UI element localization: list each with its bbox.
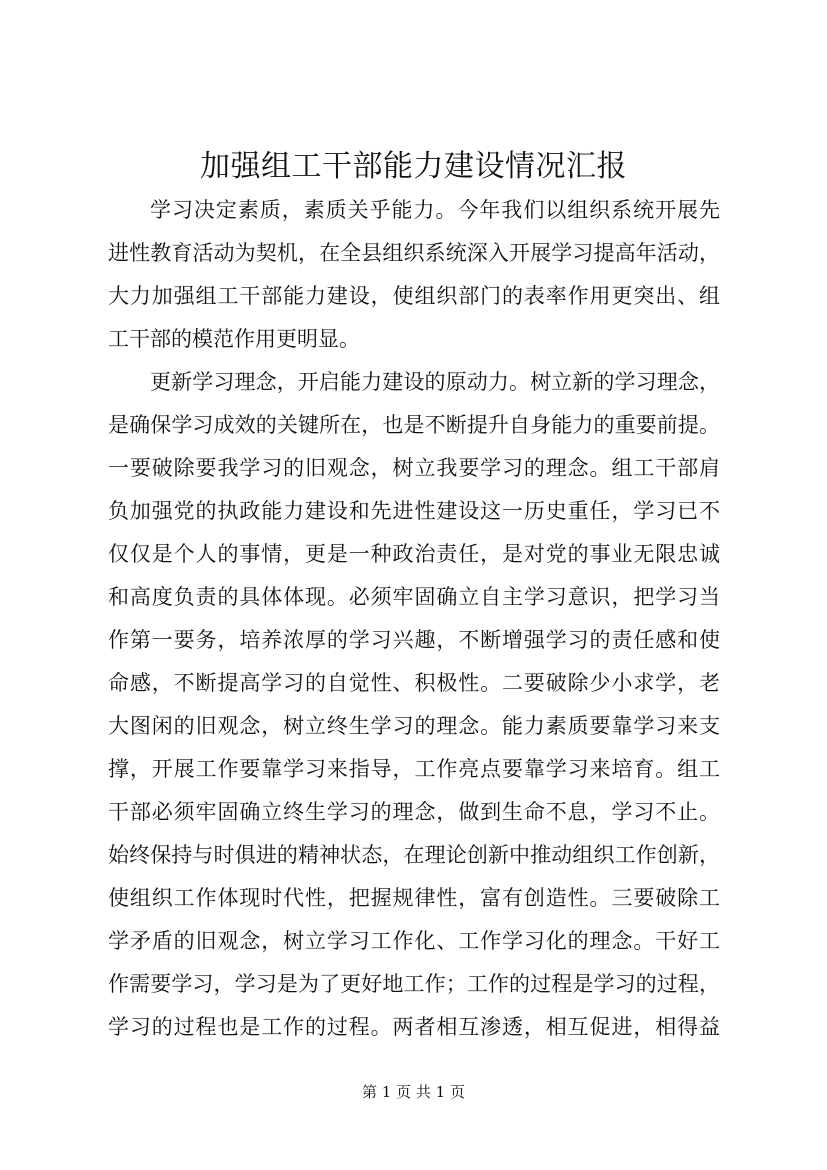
body-line: 工干部的模范作用更明显。 [108, 327, 360, 351]
body-line: 作第一要务，培养浓厚的学习兴趣，不断增强学习的责任感和使 [108, 628, 720, 652]
body-line: 一要破除要我学习的旧观念，树立我要学习的理念。组工干部肩 [108, 456, 720, 480]
body-line: 负加强党的执政能力建设和先进性建设这一历史重任，学习已不 [108, 499, 720, 523]
body-line: 是确保学习成效的关键所在，也是不断提升自身能力的重要前提。 [108, 413, 720, 437]
body-line: 仅仅是个人的事情，更是一种政治责任，是对党的事业无限忠诚 [108, 542, 720, 566]
body-line: 命感，不断提高学习的自觉性、积极性。二要破除少小求学，老 [108, 671, 720, 695]
body-line: 学习决定素质，素质关乎能力。今年我们以组织系统开展先 [150, 198, 720, 222]
body-line: 大图闲的旧观念，树立终生学习的理念。能力素质要靠学习来支 [108, 714, 720, 738]
body-line: 进性教育活动为契机，在全县组织系统深入开展学习提高年活动， [108, 241, 720, 265]
body-line: 始终保持与时俱进的精神状态，在理论创新中推动组织工作创新， [108, 843, 720, 867]
body-line: 学矛盾的旧观念，树立学习工作化、工作学习化的理念。干好工 [108, 929, 720, 953]
document-title: 加强组工干部能力建设情况汇报 [200, 149, 627, 184]
body-line: 使组织工作体现时代性，把握规律性，富有创造性。三要破除工 [108, 886, 720, 910]
body-line: 撑，开展工作要靠学习来指导，工作亮点要靠学习来培育。组工 [108, 757, 720, 781]
body-line: 作需要学习，学习是为了更好地工作；工作的过程是学习的过程， [108, 972, 720, 996]
body-line: 学习的过程也是工作的过程。两者相互渗透，相互促进，相得益 [108, 1015, 720, 1039]
body-line: 干部必须牢固确立终生学习的理念，做到生命不息，学习不止。 [108, 800, 720, 824]
body-line: 和高度负责的具体体现。必须牢固确立自主学习意识，把学习当 [108, 585, 720, 609]
body-line: 大力加强组工干部能力建设，使组织部门的表率作用更突出、组 [108, 284, 720, 308]
page-number-footer: 第 1 页 共 1 页 [362, 1083, 465, 1101]
body-line: 更新学习理念，开启能力建设的原动力。树立新的学习理念， [150, 370, 720, 394]
